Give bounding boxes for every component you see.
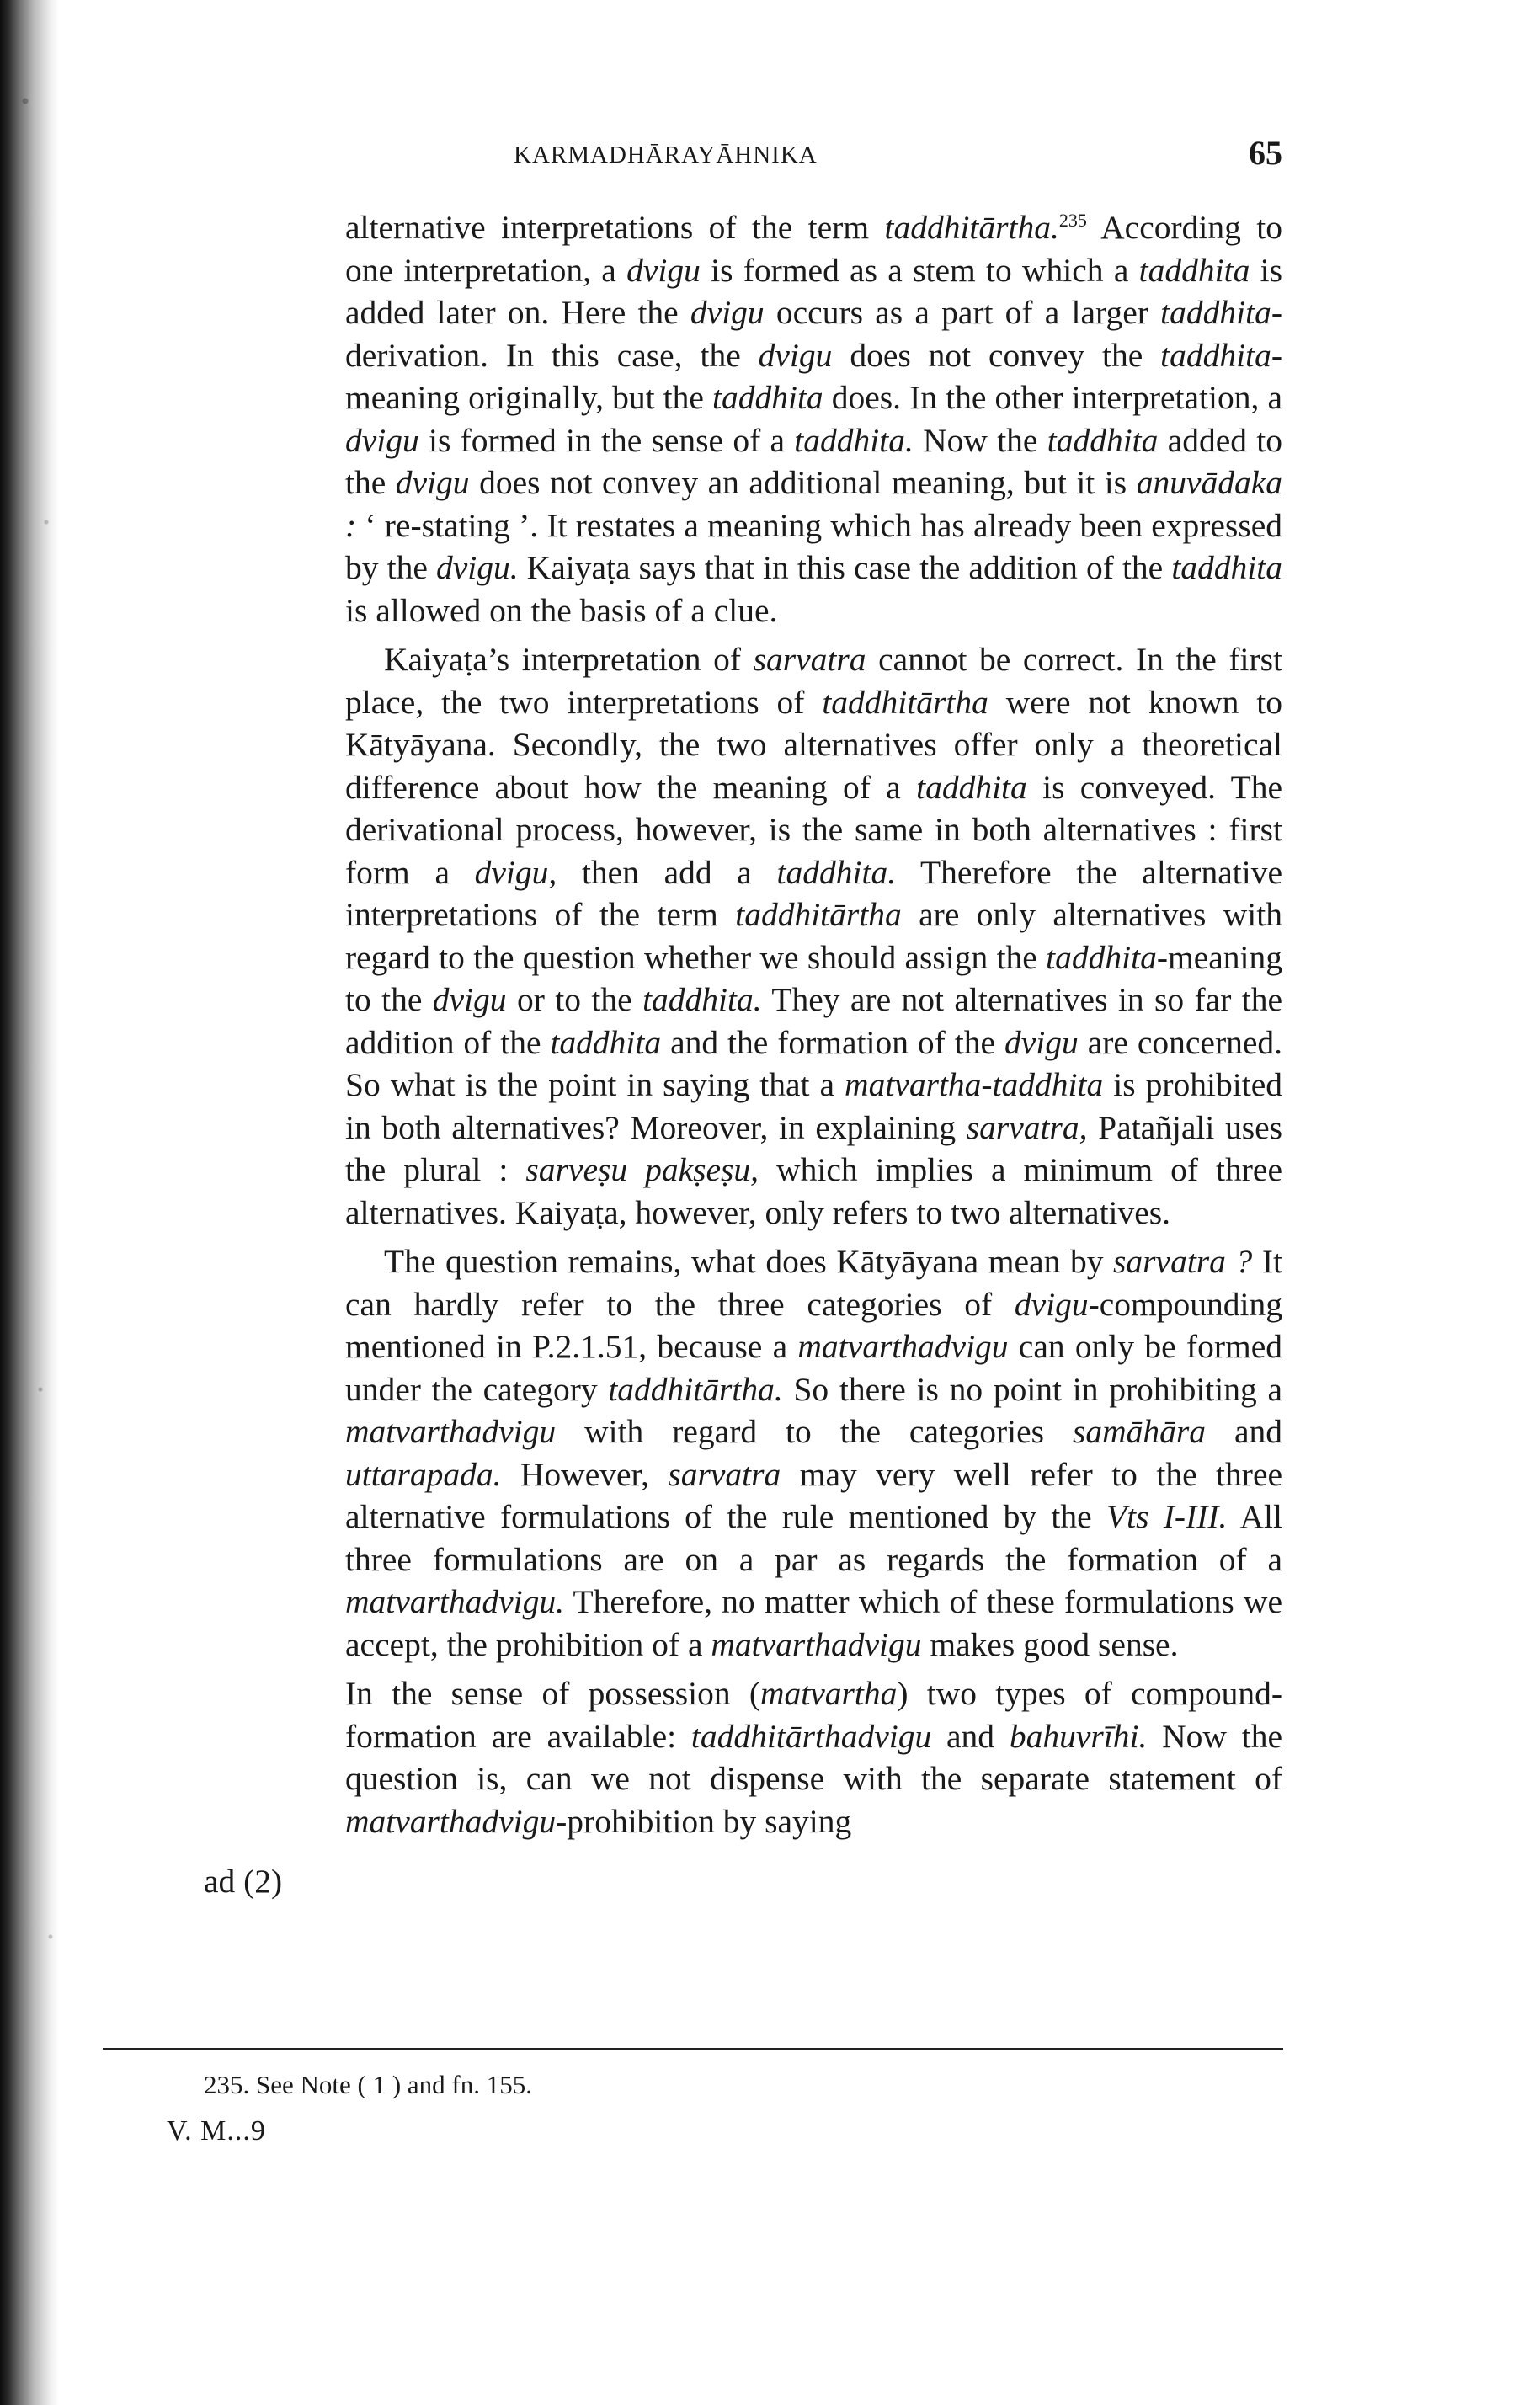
scan-noise xyxy=(0,0,101,2405)
footnote-rule xyxy=(103,2048,1283,2050)
paragraph-1: alternative interpretations of the term taddhitārtha.$^{235}$ According to one interpretation, a dvigu is formed as a stem to which a taddhita is added later on. Here the dvigu occurs as a part of a larger taddhita-derivation. In this case, the dvigu does not convey the taddhita-meaning originally, but the taddhita does. In the other interpretation, a dvigu is formed in the sense of a taddhita. Now the taddhita added to the dvigu does not convey an additional meaning, but it is anuvādaka : ‘ re-stating ’. It restates a meaning which has already been expressed by the dvigu. Kaiyaṭa says that in this case the addition of the taddhita is allowed on the basis of a clue. xyxy=(345,209,1283,629)
body-text xyxy=(345,206,1282,1842)
section-marker: ad (2) xyxy=(204,1863,283,1900)
paragraph-2: Kaiyaṭa’s interpretation of sarvatra cannot be correct. In the first place, the two interpretations of taddhitārtha were not known to Kātyāyana. Secondly, the two alternatives offer only a theoretical difference about how the meaning of a taddhita is conveyed. The derivational process, however, is the same in both alternatives : first form a dvigu, then add a taddhita. Therefore the alternative interpretations of the term taddhitārtha are only alternatives with regard to the question whether we should assign the taddhita-meaning to the dvigu or to the taddhita. They are not alternatives in so far the addition of the taddhita and the formation of the dvigu are concerned. So what is the point in saying that a matvartha-taddhita is prohibited in both alternatives? Moreover, in explaining sarvatra, Patañjali uses the plural : sarveṣu pakṣeṣu, which implies a minimum of three alternatives. Kaiyaṭa, however, only refers to two alternatives. xyxy=(345,641,1283,1231)
running-header xyxy=(345,133,1282,184)
paragraph-3: The question remains, what does Kātyāyana mean by sarvatra ? It can hardly refer to the three categories of dvigu-compounding mentioned in P.2.1.51, because a matvarthadvigu can only be formed under the category taddhitārtha. So there is no point in prohibiting a matvarthadvigu with regard to the categories samāhāra and uttarapada. However, sarvatra may very well refer to the three alternative formulations of the rule mentioned by the Vts I-III. All three formulations are on a par as regards the formation of a matvarthadvigu. Therefore, no matter which of these formulations we accept, the prohibition of a matvarthadvigu makes good sense. xyxy=(345,1243,1283,1663)
page-number: 65 xyxy=(1249,134,1282,172)
running-title: KARMADHĀRAYĀHNIKA xyxy=(514,141,818,168)
printer-signature: V. M...9 xyxy=(167,2115,266,2146)
footnote-ref: 235 xyxy=(1058,209,1087,231)
footnote: 235. See Note ( 1 ) and fn. 155. xyxy=(204,2070,532,2099)
paragraph-4: In the sense of possession (matvartha) two types of compound-formation are available: taddhitārthadvigu and bahuvrīhi. Now the question is, can we not dispense with the separate statement of matvarthadvigu-prohibition by saying xyxy=(345,1675,1282,1840)
